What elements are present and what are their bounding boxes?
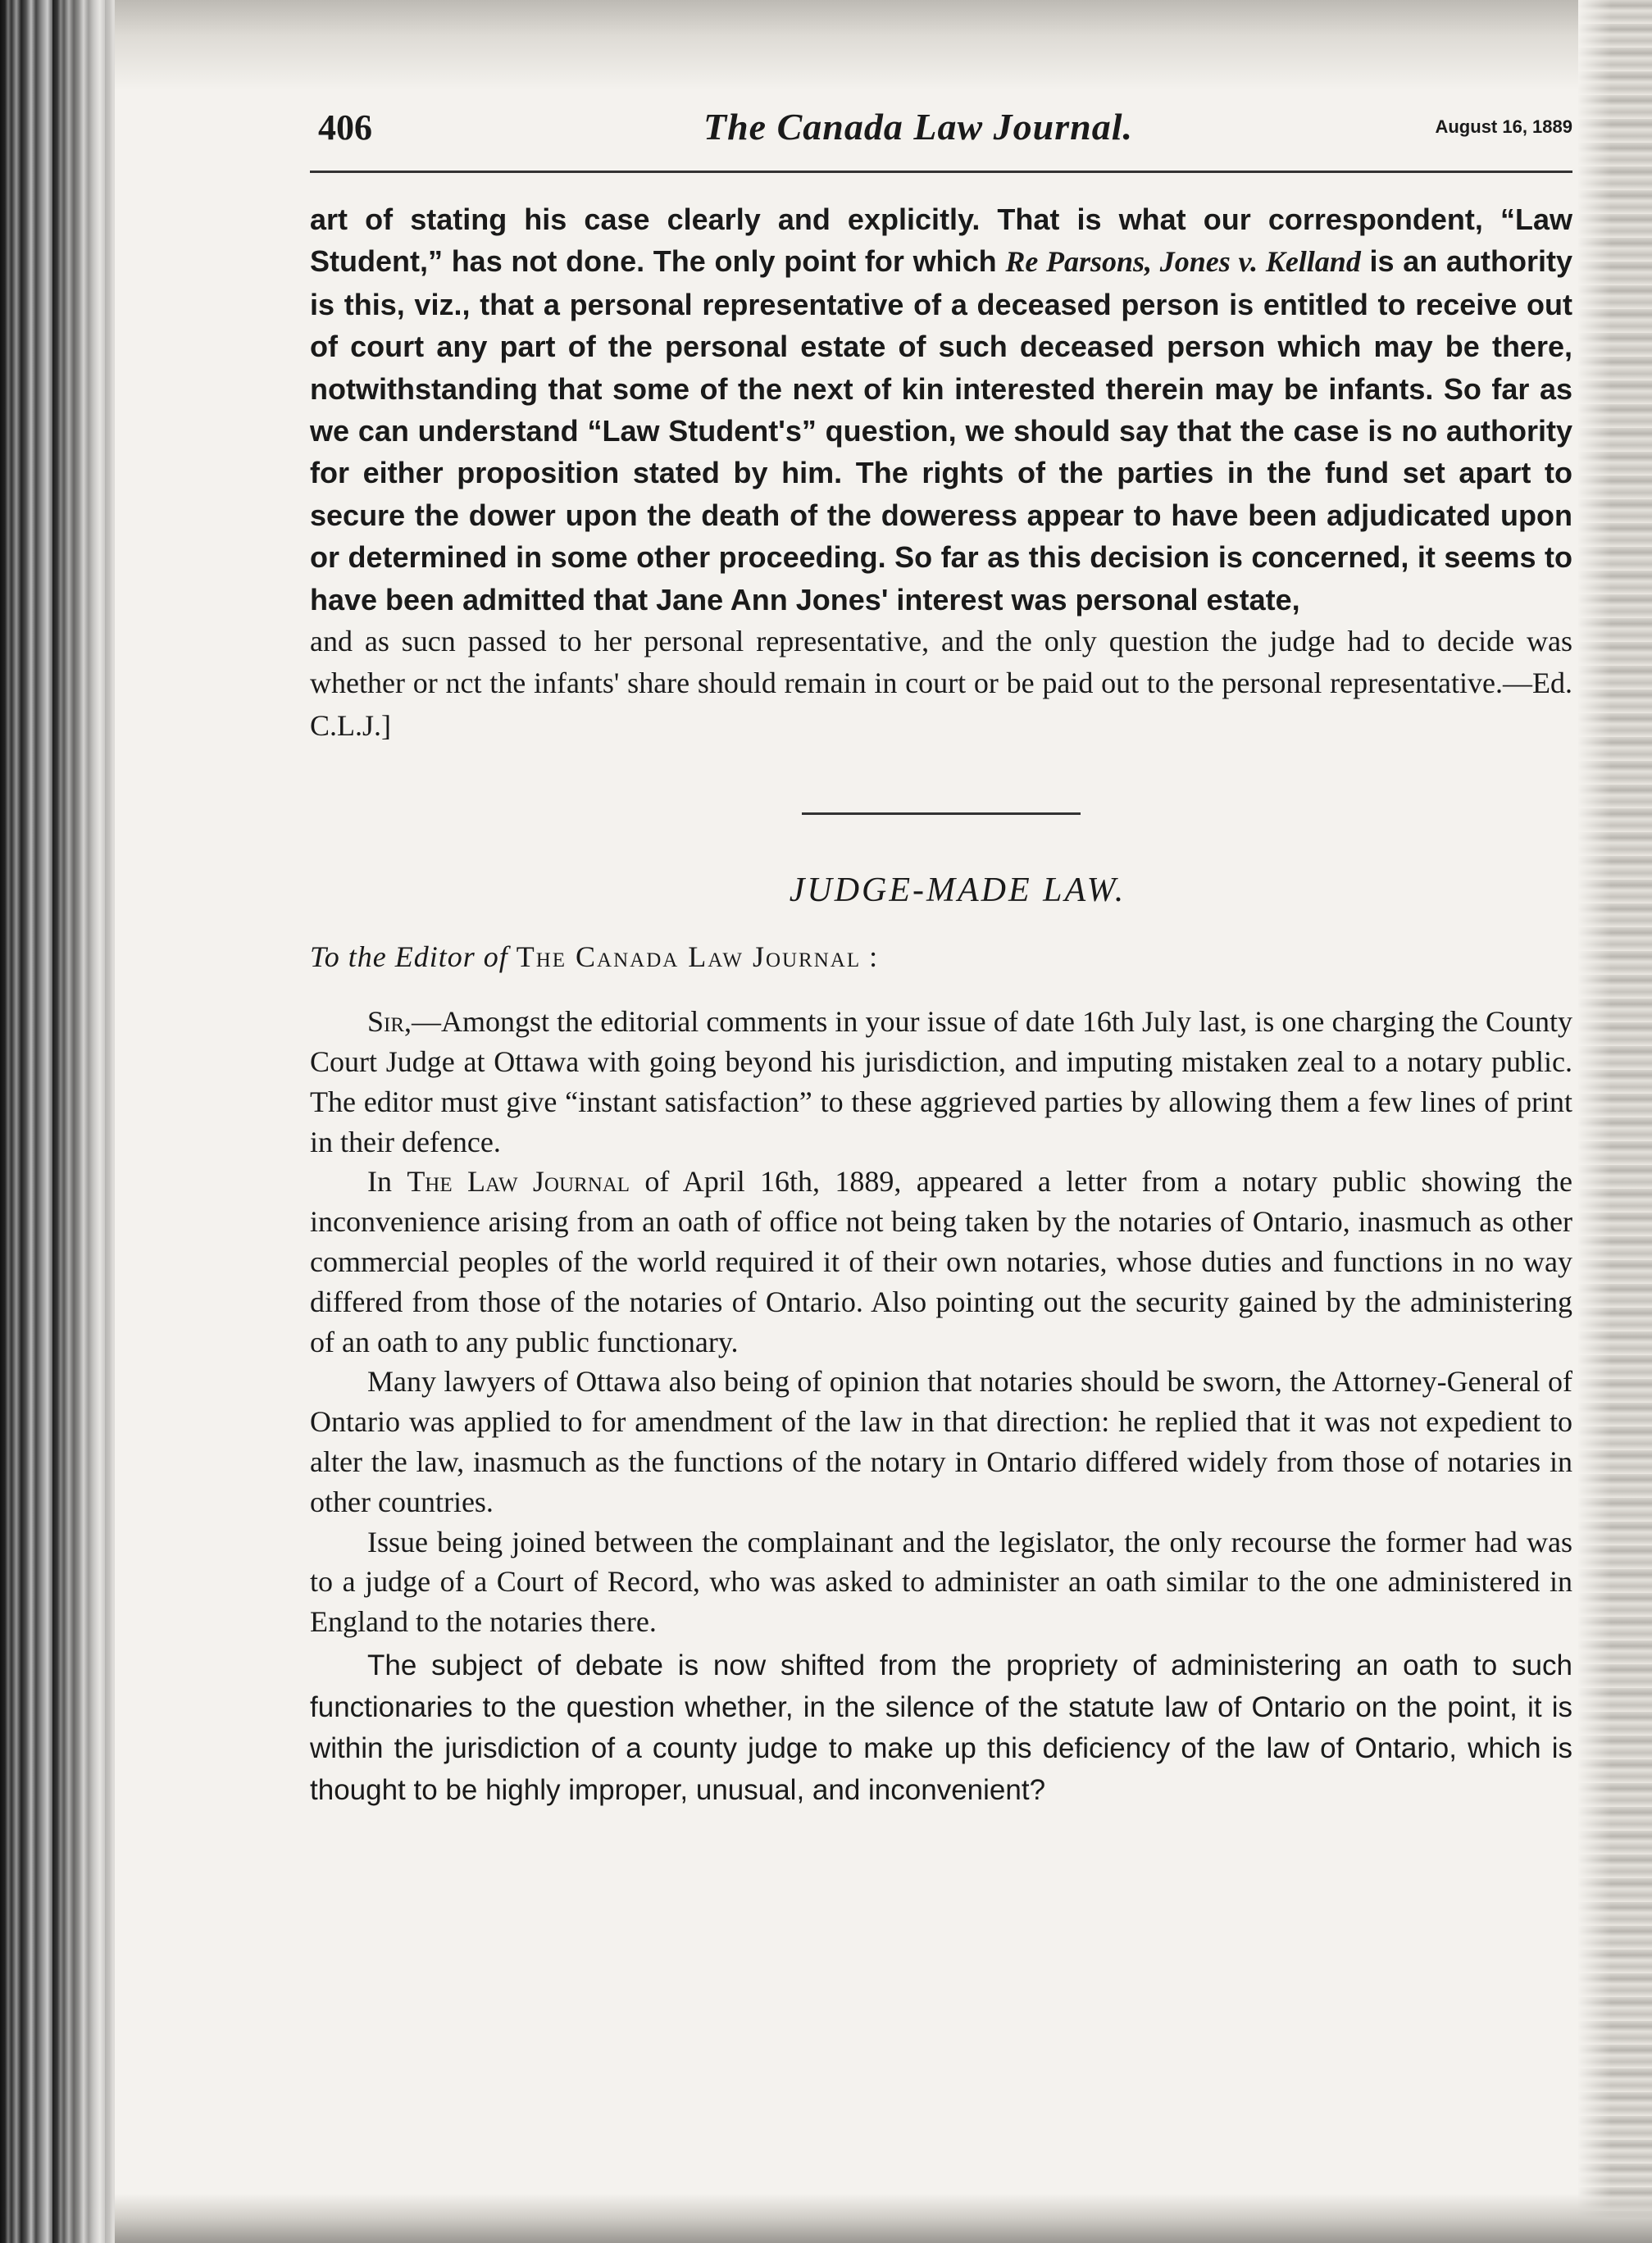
- paragraph-text: of April 16th, 1889, appeared a letter from a notary public showing the inconvenience arising from an oath of office not being taken by the notaries of Ontario, inasmuch as other commercial peoples of the world required it of their own notaries, whose duties and functions in no way differed from those of the notaries of Ontario. Also pointing out the security gained by the administering of an oath to any public functionary.: [310, 1165, 1572, 1358]
- editorial-segment: art of stating his case clearly and explicitly. That is what our correspondent, “Law Student,” has not done. The only point for which: [310, 202, 1572, 279]
- header-date: August 16, 1889: [1435, 116, 1572, 137]
- paragraph-journal-ref: The Law Journal: [407, 1165, 630, 1199]
- scan-binding-edge: [0, 0, 115, 2243]
- scan-top-edge: [115, 0, 1652, 90]
- section-divider: [802, 812, 1081, 815]
- header-rule: [310, 171, 1572, 173]
- running-header: [310, 98, 1572, 172]
- scan-bottom-edge: [115, 2194, 1652, 2243]
- editorial-reply-bold: [310, 198, 1572, 621]
- paragraph-lead: In: [367, 1165, 407, 1199]
- letter-body: [310, 1002, 1572, 1811]
- salutation-journal: The Canada Law Journal: [516, 940, 862, 974]
- salutation-suffix: :: [861, 940, 879, 974]
- document-page: [310, 98, 1572, 1811]
- editorial-segment: is an authority is this, viz., that a personal representative of a deceased person is entitled to receive out of court any part of the personal estate of such deceased person which may be there, notwithstanding that some of the next of kin interested therein may be infants. So far as we can understand “Law Student's” question, we should say that the case is no authority for either proposition stated by him. The rights of the parties in the fund set apart to secure the dower upon the death of the doweress appear to have been adjudicated upon or determined in some other proceeding. So far as this decision is concerned, it seems to have been admitted that Jane Ann Jones' interest was personal estate,: [310, 244, 1573, 616]
- letter-paragraph: The subject of debate is now shifted from the propriety of administering an oath to such functionaries to the question whether, in the silence of the statute law of Ontario on the point, it is within the jurisdiction of a county judge to make up this deficiency of the law of Ontario, which is thought to be highly improper, unusual, and inconvenient?: [310, 1649, 1572, 1806]
- letter-paragraph: Many lawyers of Ottawa also being of opinion that notaries should be sworn, the Attorney-General of Ontario was applied to for amendment of the law in that direction: he replied that it was not expedient to alter the law, inasmuch as the functions of the notary in Ontario differed widely from those of notaries in other countries.: [310, 1365, 1572, 1518]
- salutation: [310, 940, 1572, 974]
- page-number: 406: [318, 107, 372, 148]
- paragraph-text: —Amongst the editorial comments in your issue of date 16th July last, is one charging the County Court Judge at Ottawa with going beyond his jurisdiction, and imputing mistaken zeal to a notary public. The editor must give “instant satisfaction” to these aggrieved parties by allowing them a few lines of print in their defence.: [310, 1005, 1572, 1158]
- letter-paragraph: [310, 1002, 1572, 1162]
- letter-paragraph: Issue being joined between the complainant and the legislator, the only recourse the former had was to a judge of a Court of Record, who was asked to administer an oath similar to the one administered in England to the notaries there.: [310, 1525, 1572, 1639]
- letter-paragraph: [310, 1162, 1572, 1362]
- editorial-reply-continuation: and as sucn passed to her personal representative, and the only question the judge had to decide was whether or nct the infants' share should remain in court or be paid out to the personal representative.—Ed. C.L.J.]: [310, 625, 1572, 742]
- paragraph-lead: Sir,: [367, 1005, 412, 1039]
- salutation-prefix: To the Editor of: [310, 940, 508, 974]
- article-heading: JUDGE-MADE LAW.: [789, 871, 1126, 910]
- case-citation: Re Parsons, Jones v. Kelland: [1005, 245, 1361, 279]
- scan-right-edge: [1578, 0, 1652, 2243]
- journal-title: The Canada Law Journal.: [703, 106, 1133, 148]
